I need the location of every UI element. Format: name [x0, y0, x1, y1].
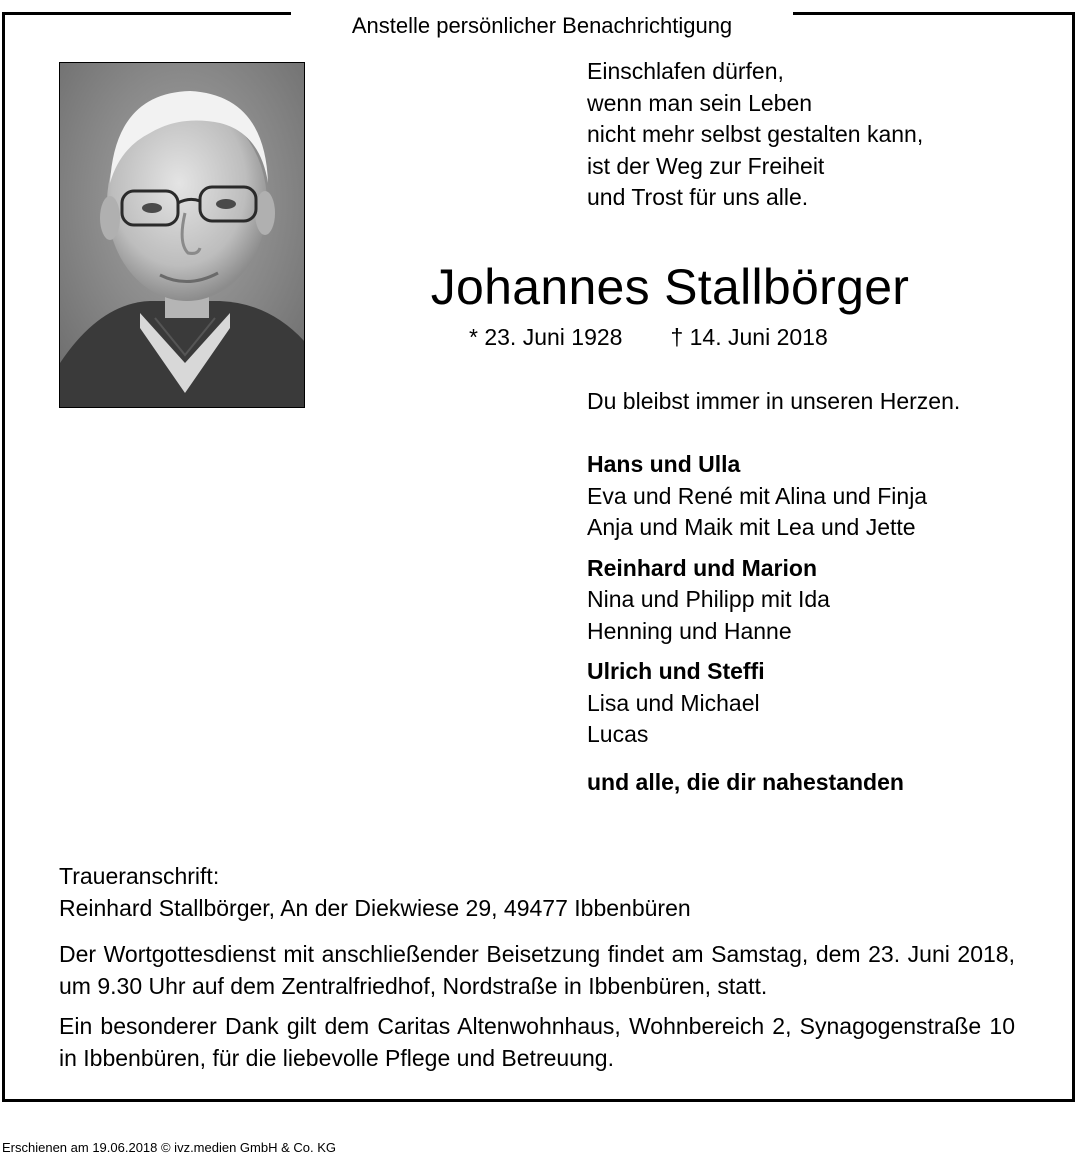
portrait-illustration — [60, 63, 305, 408]
family-group-head: Reinhard und Marion — [587, 554, 817, 581]
deceased-name: Johannes Stallbörger — [430, 259, 910, 315]
mourning-address — [59, 861, 691, 924]
family-group — [587, 449, 927, 544]
poem-line: wenn man sein Leben — [587, 89, 813, 116]
thanks-paragraph: Ein besonderer Dank gilt dem Caritas Altenwohnhaus, Wohnbereich 2, Synagogenstraße 10 in Ibbenbüren, für die liebevolle Pflege und Betreuung. — [59, 1013, 1015, 1071]
life-dates — [469, 321, 828, 353]
service-paragraph: Der Wortgottesdienst mit anschließender Beisetzung findet am Samstag, dem 23. Juni 2018, um 9.30 Uhr auf dem Zentralfriedhof, Nordstraße in Ibbenbüren, statt. — [59, 941, 1015, 999]
family-group — [587, 656, 927, 751]
header-label: Anstelle persönlicher Benachrichtigung — [291, 11, 793, 41]
family-member-line: Nina und Philipp mit Ida — [587, 586, 830, 612]
closing-line: und alle, die dir nahestanden — [587, 769, 904, 795]
poem-line: und Trost für uns alle. — [587, 184, 809, 210]
family-member-line: Lucas — [587, 721, 649, 747]
family-group — [587, 553, 927, 648]
family-group-head: Hans und Ulla — [587, 451, 741, 477]
family-member-line: Henning und Hanne — [587, 617, 792, 644]
family-member-line: Anja und Maik mit Lea und Jette — [587, 514, 916, 540]
publication-footer: Erschienen am 19.06.2018 © ivz.medien GmbH & Co. KG — [2, 1140, 337, 1155]
family-list — [587, 449, 927, 760]
poem-line: nicht mehr selbst gestalten kann, — [587, 121, 924, 147]
address-value: Reinhard Stallbörger, An der Diekwiese 29, 49477 Ibbenbüren — [59, 894, 691, 921]
portrait-photo — [59, 62, 305, 408]
family-member-line: Eva und René mit Alina und Finja — [587, 482, 928, 509]
death-date: † 14. Juni 2018 — [670, 324, 828, 350]
poem-line: ist der Weg zur Freiheit — [587, 152, 825, 179]
family-member-line: Lisa und Michael — [587, 689, 760, 716]
poem-line: Einschlafen dürfen, — [587, 58, 784, 84]
poem — [587, 56, 923, 214]
family-group-head: Ulrich und Steffi — [587, 658, 765, 684]
address-label: Traueranschrift: — [59, 863, 220, 889]
birth-date: * 23. Juni 1928 — [469, 324, 623, 350]
motto: Du bleibst immer in unseren Herzen. — [587, 388, 961, 414]
